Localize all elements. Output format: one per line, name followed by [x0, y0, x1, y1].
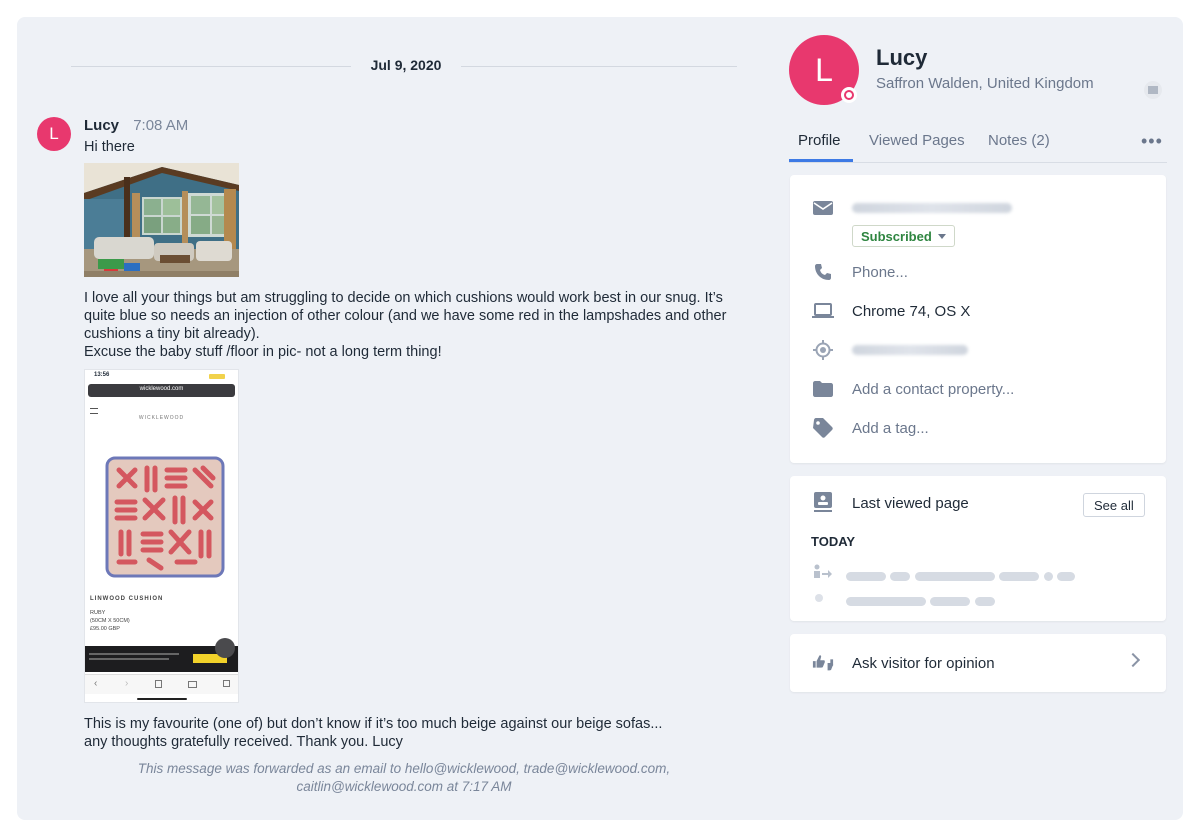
url-text: wicklewood.com	[139, 386, 184, 392]
phone-screenshot-attachment[interactable]	[84, 369, 239, 703]
status-time: 13:56	[94, 372, 110, 378]
tab-viewed-pages[interactable]: Viewed Pages	[869, 132, 965, 149]
browser-toolbar	[85, 674, 238, 694]
contact-location: Saffron Walden, United Kingdom	[876, 75, 1094, 92]
sidebar-tabs	[789, 129, 1167, 163]
chevron-right-icon	[1126, 653, 1140, 667]
ask-opinion-row	[812, 652, 995, 674]
message-header	[84, 117, 188, 134]
message-line: quite blue so needs an injection of other colour (and we have some red in the lampshades and other	[84, 308, 727, 324]
author-avatar[interactable]: L	[37, 117, 71, 151]
more-options-icon[interactable]: •••	[1141, 131, 1163, 151]
banner-text-line	[89, 653, 179, 655]
ask-opinion-card[interactable]	[790, 634, 1166, 692]
forward-icon: ›	[125, 678, 129, 689]
thumbs-icon	[812, 652, 834, 674]
phone-placeholder: Phone...	[852, 263, 908, 281]
message-line: any thoughts gratefully received. Thank you. Lucy	[84, 734, 403, 750]
laptop-icon	[812, 300, 834, 322]
room-photo-image	[84, 163, 239, 277]
skeleton-line-1	[846, 568, 1075, 586]
date-label: Jul 9, 2020	[370, 57, 442, 73]
app-frame	[17, 17, 1183, 820]
banner-text-line	[89, 658, 169, 660]
forward-note-line: caitlin@wicklewood.com at 7:17 AM	[296, 779, 512, 794]
message-greeting: Hi there	[84, 139, 135, 155]
status-indicator	[841, 87, 857, 103]
cushion-image	[105, 456, 225, 578]
ip-location-row	[812, 339, 834, 361]
see-all-button[interactable]: See all	[1083, 493, 1145, 517]
ip-value-redacted	[852, 345, 968, 355]
contact-sidebar	[789, 17, 1183, 820]
visitor-arrow-icon	[812, 564, 832, 580]
email-icon	[812, 197, 834, 219]
message-time: 7:08 AM	[133, 117, 189, 134]
tab-notes[interactable]: Notes (2)	[988, 132, 1050, 149]
skeleton-dot	[815, 594, 823, 602]
forward-note	[84, 760, 724, 796]
profile-card	[790, 175, 1166, 463]
back-icon: ‹	[94, 678, 98, 689]
ask-opinion-label: Ask visitor for opinion	[852, 654, 995, 672]
last-viewed-card	[790, 476, 1166, 621]
tabs-icon	[223, 680, 230, 687]
message-line: I love all your things but am struggling to decide on which cushions would work best in our snug. It’s	[84, 290, 723, 306]
last-viewed-header	[812, 492, 969, 514]
product-colour: RUBY	[90, 610, 106, 616]
message-line: This is my favourite (one of) but don’t know if it’s too much beige against our beige sofas...	[84, 716, 663, 732]
tag-icon	[812, 417, 834, 439]
browser-row	[812, 300, 971, 322]
phone-row[interactable]	[812, 261, 908, 283]
add-tag-link: Add a tag...	[852, 419, 929, 437]
battery-icon	[209, 374, 225, 379]
room-photo-attachment[interactable]	[84, 163, 239, 277]
bookmarks-icon	[188, 681, 197, 688]
add-property-link: Add a contact property...	[852, 380, 1015, 398]
active-tab-indicator	[789, 159, 853, 162]
contact-name[interactable]: Lucy	[876, 45, 928, 70]
message-paragraph-2	[84, 715, 662, 751]
message-line: cushions a tiny bit already).	[84, 326, 260, 342]
phone-icon	[812, 261, 834, 283]
skeleton-line-2	[846, 593, 995, 611]
forward-note-line: This message was forwarded as an email to hello@wicklewood, trade@wicklewood.com,	[137, 761, 671, 776]
conversation-pane	[17, 17, 777, 820]
add-property-row[interactable]	[812, 378, 1015, 400]
subscription-dropdown[interactable]	[852, 225, 955, 247]
browser-os: Chrome 74, OS X	[852, 302, 971, 320]
url-bar	[88, 384, 235, 397]
product-size: (50CM X 50CM)	[90, 618, 130, 624]
email-row[interactable]	[812, 197, 834, 219]
home-indicator	[137, 698, 187, 700]
date-divider	[71, 57, 737, 75]
product-price: £95.00 GBP	[90, 626, 120, 632]
page-icon	[812, 492, 834, 514]
divider-line-right	[461, 66, 737, 67]
add-tag-row[interactable]	[812, 417, 929, 439]
email-value-redacted	[852, 203, 1012, 213]
keyboard-shortcut-icon[interactable]	[1144, 81, 1162, 99]
folder-icon	[812, 378, 834, 400]
chevron-down-icon	[938, 234, 946, 239]
tab-profile[interactable]: Profile	[798, 132, 841, 149]
message-paragraph-1	[84, 289, 726, 361]
hamburger-icon	[90, 408, 98, 414]
location-target-icon	[812, 339, 834, 361]
contact-avatar[interactable]: L	[789, 35, 859, 105]
author-name[interactable]: Lucy	[84, 117, 120, 134]
brand-name: WICKLEWOOD	[138, 415, 185, 421]
chat-icon	[215, 638, 235, 658]
product-name: LINWOOD CUSHION	[90, 596, 164, 602]
message-line: Excuse the baby stuff /floor in pic- not a long term thing!	[84, 344, 442, 360]
divider-line-left	[71, 66, 351, 67]
today-label: TODAY	[811, 534, 856, 549]
share-icon	[155, 680, 162, 688]
subscribed-label: Subscribed	[861, 228, 932, 244]
status-bar	[85, 370, 238, 382]
last-viewed-title: Last viewed page	[852, 494, 969, 512]
